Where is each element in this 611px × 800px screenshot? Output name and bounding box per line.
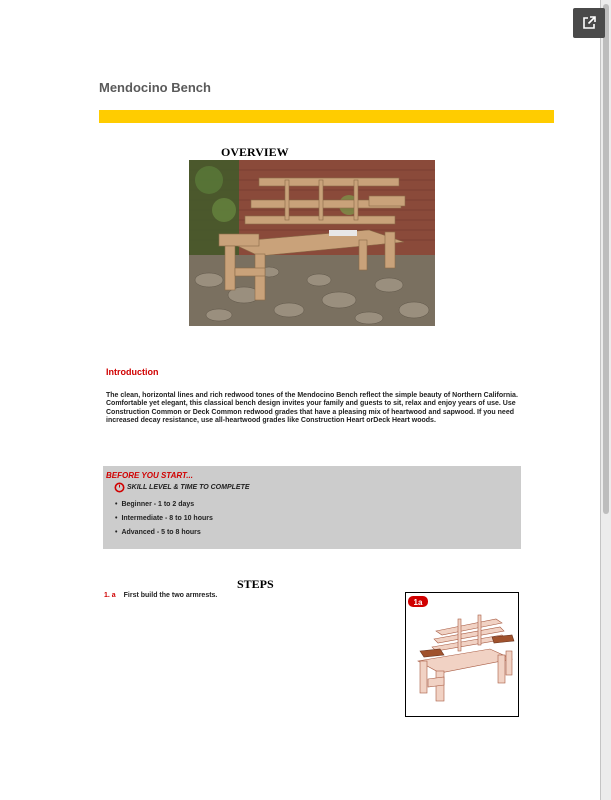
skill-level-item: Beginner - 1 to 2 days [121,501,195,508]
step-number: 1. a [104,592,116,599]
steps-heading: STEPS [237,577,274,591]
list-item [115,498,213,512]
introduction-text: The clean, horizontal lines and rich redwood tones of the Mendocino Bench reflect the simple beauty of Northern California. Comfortable yet elegant, this classical bench design invites your family and guests to sit, relax and enjoy years of use. Use Construction Common or Deck Common redwood grades that have a pleasing mix of heartwood and sapwood. If you need increased decay resistance, use all-heartwood grades like Construction Heart orDeck Heart woods. [106,392,518,425]
skill-level-item: Intermediate - 8 to 10 hours [121,515,213,522]
bullet-icon: • [115,501,118,508]
skill-level-row [114,482,250,493]
step-diagram [405,592,519,717]
skill-level-list [115,498,213,540]
step-item [104,592,217,599]
introduction-heading: Introduction [106,367,159,377]
bench-photo [189,160,435,326]
open-in-new-icon [581,15,597,31]
document-title: Mendocino Bench [99,80,211,95]
scrollbar-thumb[interactable] [603,4,609,514]
open-in-new-button[interactable] [573,8,605,38]
title-divider-bar [99,110,554,123]
before-you-start-title: BEFORE YOU START... [106,471,193,480]
skill-level-item: Advanced - 5 to 8 hours [121,529,201,536]
list-item [115,512,213,526]
scrollbar[interactable] [601,0,611,800]
overview-heading: OVERVIEW [221,145,289,159]
list-item [115,526,213,540]
bench-diagram-illustration [406,593,518,716]
bullet-icon: • [115,529,118,536]
before-you-start-box [103,466,521,549]
clock-icon [114,482,125,493]
diagram-badge: 1a [413,598,423,607]
bullet-icon: • [115,515,118,522]
skill-level-label: SKILL LEVEL & TIME TO COMPLETE [127,484,250,491]
step-text: First build the two armrests. [123,592,218,599]
